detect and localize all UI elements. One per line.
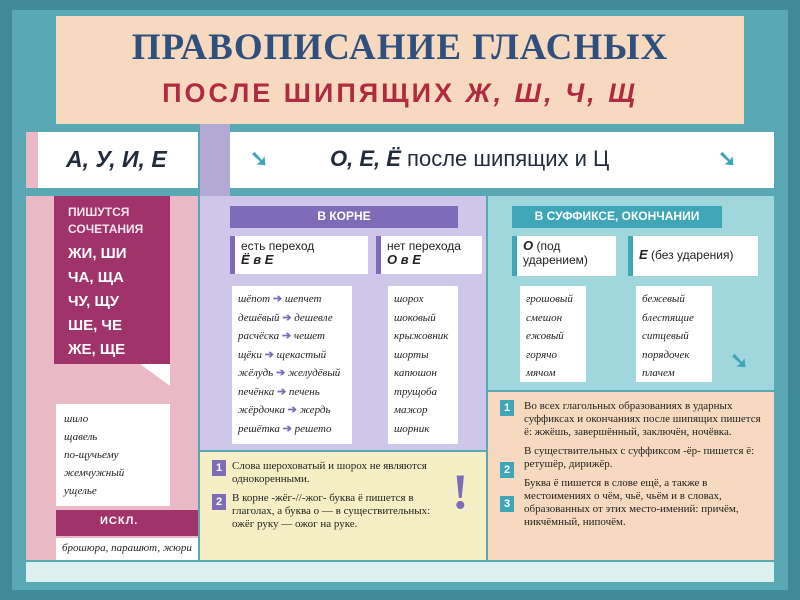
header-left-letters: А, У, И, Е	[66, 146, 167, 172]
example-word: по-щучьему	[64, 449, 119, 461]
word-pair-from: печёнка	[238, 385, 275, 398]
root-note: В корне -жёг-//-жог- буква ё пишется в глаголах, а буква о — в существительных: ожёг руку — ожог на руке.	[232, 492, 431, 530]
arrow-right-icon: ➔	[282, 311, 292, 324]
exceptions-words: брошюра, парашют, жюри	[62, 542, 192, 554]
word-pair	[238, 420, 346, 439]
suffix-note: В существительных с суффиксом -ёр- пишется ё: ретушёр, дирижёр.	[524, 445, 755, 470]
word-pair-to: шепчет	[284, 293, 322, 305]
unstressed-heading	[628, 236, 758, 276]
header-right-rest: после шипящих и Ц	[407, 146, 610, 171]
unstressed-letter: Е	[639, 247, 648, 262]
with-change-list	[232, 286, 352, 444]
word-pair-from: решётка	[238, 422, 280, 435]
root-word: шоковый	[394, 311, 436, 324]
note-number: 3	[500, 496, 514, 512]
stressed-heading	[512, 236, 616, 276]
no-change-heading	[376, 236, 482, 274]
page-title: ПРАВОПИСАНИЕ ГЛАСНЫХ	[131, 27, 669, 68]
page-subtitle	[56, 78, 744, 109]
header-divider	[200, 124, 230, 198]
root-word: трущоба	[394, 385, 438, 398]
subtitle-prefix: ПОСЛЕ ШИПЯЩИХ	[162, 78, 456, 108]
stressed-letter: О	[523, 238, 534, 253]
example-word: шило	[64, 413, 89, 425]
note-number: 2	[212, 494, 226, 510]
combination-item: ЧА, ЩА	[68, 269, 124, 286]
no-change-letters: О в Е	[387, 252, 421, 267]
suffix-label: В СУФФИКСЕ, ОКОНЧАНИИ	[534, 209, 700, 223]
suffix-note: Во всех глагольных образованиях в ударных суффиксах и окончаниях после шипящих пишется ё: жжёшь, завершённый, заключён, ночёвка.	[524, 400, 761, 438]
stressed-heading-line1	[523, 239, 616, 253]
word-pair-to: желудёвый	[287, 367, 341, 379]
suffix-word: плачем	[642, 367, 675, 379]
root-word: мажор	[394, 404, 428, 416]
word-pair-from: жёлудь	[238, 367, 274, 379]
word-pair-from: дешёвый	[238, 311, 280, 324]
arrow-right-icon: ➔	[264, 348, 274, 361]
with-change-heading	[230, 236, 368, 274]
arrow-right-icon: ➔	[287, 404, 297, 416]
suffix-notes	[524, 400, 762, 529]
exceptions-label: ИСКЛ.	[100, 515, 139, 527]
word-pair-to: чешет	[293, 330, 325, 342]
arrow-right-icon: ➔	[281, 330, 292, 342]
example-word: ущелье	[64, 485, 97, 497]
root-word: шорох	[394, 293, 424, 305]
combinations-list	[68, 242, 127, 362]
combinations-note	[68, 204, 143, 238]
stressed-note2: ударением)	[523, 253, 588, 267]
combinations-note-line2: СОЧЕТАНИЯ	[68, 222, 144, 236]
suffix-word: бежевый	[642, 293, 685, 305]
arrow-down-left-icon: ➘	[718, 146, 737, 171]
arrow-right-icon: ➔	[276, 385, 287, 398]
header-right-letters: О, Е, Ё	[330, 146, 401, 171]
word-pair	[238, 327, 346, 346]
arrow-down-right-icon: ➘	[250, 146, 269, 171]
suffix-note: Буква ё пишется в слове ещё, а также в местоимениях о чём, чьё, чьём и в словах, образованных от этих место-имений: причём, никчёмный, нипочём.	[524, 477, 739, 528]
word-pair-from: щёки	[238, 348, 262, 361]
unstressed-list	[636, 286, 712, 382]
suffix-word: грошовый	[526, 293, 573, 305]
word-pair	[238, 290, 346, 309]
stressed-list	[520, 286, 586, 382]
examples-list	[64, 410, 124, 500]
word-pair-from: шёпот	[238, 293, 271, 305]
root-word: шорник	[394, 422, 430, 435]
with-change-title: есть переход	[241, 239, 315, 253]
no-change-title: нет перехода	[387, 239, 461, 253]
unstressed-note: (без ударения)	[651, 248, 734, 262]
word-pair-from: расчёска	[238, 330, 280, 342]
word-pair-to: щекастый	[276, 348, 327, 361]
with-change-letters: Ё в Е	[241, 252, 274, 267]
suffix-word: горячо	[526, 348, 558, 361]
suffix-word: смешон	[526, 311, 563, 324]
page-fold-icon	[140, 364, 170, 386]
arrow-right-icon: ➔	[272, 293, 283, 305]
word-pair-to: печень	[288, 385, 320, 398]
suffix-word: блестящие	[642, 311, 694, 324]
arrow-right-icon: ➔	[275, 367, 286, 379]
arrow-right-icon: ➔	[282, 422, 292, 435]
suffix-word: мячом	[526, 367, 556, 379]
word-pair	[238, 364, 346, 383]
word-pair-to: жердь	[299, 404, 331, 416]
subtitle-letters: Ж, Ш, Ч, Щ	[465, 78, 638, 108]
root-word: крыжовник	[394, 330, 449, 342]
example-word: щавель	[64, 431, 98, 443]
word-pair	[238, 346, 346, 365]
suffix-word: порядочек	[642, 348, 690, 361]
word-pair-to: дешевле	[294, 311, 333, 324]
combinations-note-line1: ПИШУТСЯ	[68, 205, 130, 219]
root-note: Слова шероховатый и шорох не являются однокоренными.	[232, 460, 427, 485]
bottom-strip	[26, 562, 774, 582]
combination-item: ЖИ, ШИ	[68, 245, 127, 262]
root-word: шорты	[394, 348, 429, 361]
word-pair	[238, 383, 346, 402]
combination-item: ШЕ, ЧЕ	[68, 317, 122, 334]
note-number: 1	[500, 400, 514, 416]
combination-item: ЧУ, ЩУ	[68, 293, 120, 310]
note-number: 2	[500, 462, 514, 478]
no-change-list	[388, 286, 458, 444]
header-right-title	[330, 146, 609, 172]
root-label: В КОРНЕ	[317, 209, 371, 223]
suffix-word: ежовый	[526, 330, 564, 342]
note-number: 1	[212, 460, 226, 476]
exclamation-icon: !	[452, 463, 469, 519]
combination-item: ЖЕ, ЩЕ	[68, 341, 126, 358]
word-pair-from: жёрдочка	[238, 404, 285, 416]
word-pair-to: решето	[294, 422, 332, 435]
root-notes	[232, 460, 440, 531]
example-word: жемчужный	[64, 467, 125, 479]
stressed-note1: (под	[536, 239, 561, 253]
root-word: капюшон	[394, 367, 437, 379]
word-pair	[238, 309, 346, 328]
word-pair	[238, 401, 346, 420]
suffix-word: ситцевый	[642, 330, 689, 342]
arrow-down-left-icon: ➘	[730, 348, 749, 373]
